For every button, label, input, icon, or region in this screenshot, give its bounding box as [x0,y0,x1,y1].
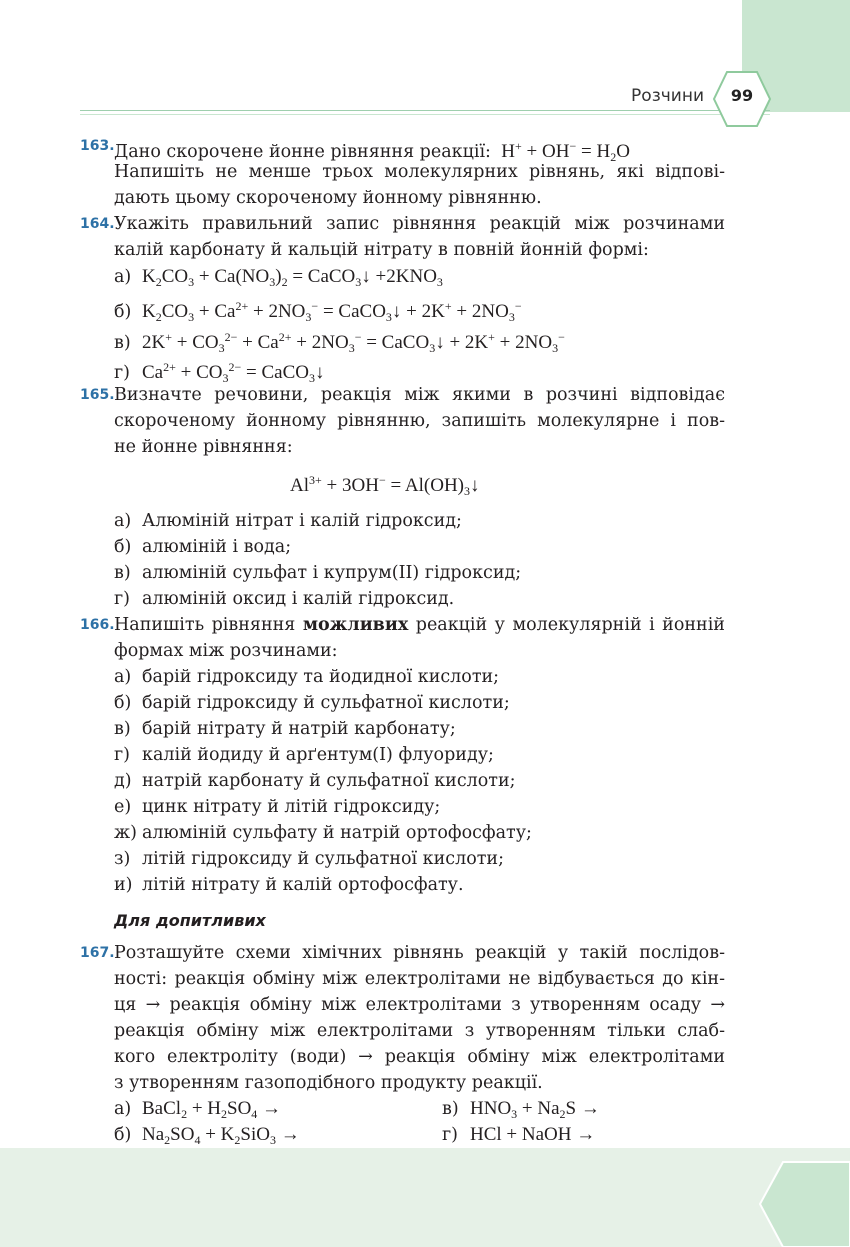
option-letter: д) [114,771,132,791]
option-165-c [114,561,521,585]
option-166-b [114,691,510,715]
option-letter: в) [114,563,131,583]
section-title: Розчини [631,86,704,106]
formula-164-d: $Ca^{2+} + CO_3^{2-}$ = CaCO$_3$↓ [142,360,325,385]
option-166-h [114,847,504,871]
option-164-b [114,294,522,329]
option-letter: в) [114,719,131,739]
option-167-d [442,1123,595,1147]
option-text: літій нітрату й калій ортофосфату. [142,875,464,895]
header-rule-secondary [80,114,770,115]
option-166-f [114,795,440,819]
formula-167-a: BaCl$_2$ + $H_2SO_4$ → [142,1098,282,1121]
option-166-c [114,717,456,741]
option-165-a [114,509,462,533]
option-166-i [114,873,464,897]
option-text: натрій карбонату й сульфатної кислоти; [142,771,516,791]
task-166-bold-word: можливих [302,615,409,635]
task-167-line-5: кого електроліту (води) → реакція обміну між електролітами [114,1047,725,1067]
task-166-line-1 [114,613,725,637]
task-167-line-3: ця → реакція обміну між електролітами з утворенням осаду → [114,995,725,1015]
task-166-text-post: реакцій у молекулярній і йонній [415,615,725,635]
formula-167-c: $HNO_3 + Na_2S$ → [470,1098,600,1121]
option-letter: б) [114,302,132,322]
for-curious-heading: Для допитливих [114,911,266,930]
option-text: калій йодиду й арґентум(І) флуориду; [142,745,494,765]
task-number: 163. [80,138,115,154]
page-number: 99 [730,86,754,105]
option-165-d [114,587,454,611]
option-164-a [114,265,443,294]
formula-164-b: $K_2CO_3 + Ca^{2+} + 2NO_3^-$ = CaCO$_3$↓ + $2K^+ + 2NO_3^-$ [142,299,522,324]
option-166-d [114,743,494,767]
option-text: Алюміній нітрат і калій гідроксид; [142,511,462,531]
option-letter: г) [114,363,130,383]
formula-164-a: $K_2CO_3 + Ca(NO_3)_2$ = CaCO$_3$↓ $+2KNO_3$ [142,266,443,289]
option-letter: а) [114,667,132,687]
option-text: алюміній оксид і калій гідроксид. [142,589,455,609]
option-text: алюміній сульфату й натрій ортофосфату; [142,823,532,843]
option-letter: б) [114,693,132,713]
option-letter: ж) [114,823,137,843]
formula-167-b: $Na_2SO_4 + K_2SiO_3$ → [142,1124,300,1147]
option-letter: б) [114,1125,132,1145]
task-164-line-2: калій карбонату й кальцій нітрату в повній йонній формі: [114,240,649,260]
option-letter: а) [114,267,132,287]
task-166-line-2: формах між розчинами: [114,641,338,661]
task-163-line-2: Напишіть не менше трьох молекулярних рівнянь, які відпові- [114,162,725,182]
option-text: літій гідроксиду й сульфатної кислоти; [142,849,504,869]
formula-164-c: $2K^+ + CO_3^{2-} + Ca^{2+} + 2NO_3^-$ = CaCO$_3$↓ + $2K^+ + 2NO_3^-$ [142,330,565,355]
option-166-g [114,821,532,845]
option-letter: в) [442,1099,459,1119]
option-167-a [114,1097,281,1126]
option-letter: г) [114,589,130,609]
option-letter: в) [114,333,131,353]
task-165-line-3: не йонне рівняння: [114,437,293,457]
option-text: барій гідроксиду та йодидної кислоти; [142,667,500,687]
task-165-line-2: скороченому йонному рівнянню, запишіть молекулярне і пов- [114,411,725,431]
option-letter: г) [442,1125,458,1145]
option-letter: а) [114,1099,132,1119]
option-text: барій нітрату й натрій карбонату; [142,719,456,739]
task-166-text-pre: Напишіть рівняння [114,615,296,635]
formula-165: $Al^{3+} + 3OH^-$ = $Al(OH)_3↓$ [290,473,480,498]
task-number: 167. [80,945,115,961]
option-166-e [114,769,516,793]
option-letter: е) [114,797,132,817]
task-167-line-2: ності: реакція обміну між електролітами не відбувається до кін- [114,969,725,989]
option-text: цинк нітрату й літій гідроксиду; [142,797,441,817]
option-167-b [114,1123,300,1152]
task-167-line-6: з утворенням газоподібного продукту реакції. [114,1073,543,1093]
task-163-line-3: дають цьому скороченому йонному рівнянню. [114,188,542,208]
option-letter: а) [114,511,132,531]
option-letter: б) [114,537,132,557]
option-letter: и) [114,875,133,895]
task-167-line-4: реакція обміну між електролітами з утворенням тільки слаб- [114,1021,725,1041]
footer-hexagon [755,1160,850,1247]
option-165-b [114,535,291,559]
task-number: 165. [80,387,115,403]
formula-167-d: HCl + NaOH → [470,1124,596,1145]
option-166-a [114,665,499,689]
task-165-line-1: Визначте речовини, реакція між якими в розчині відповідає [114,385,725,405]
footer-band [0,1148,850,1247]
task-number: 164. [80,216,115,232]
option-letter: г) [114,745,130,765]
option-167-c [442,1097,600,1126]
task-number: 166. [80,617,115,633]
option-text: алюміній і вода; [142,537,292,557]
option-text: барій гідроксиду й сульфатної кислоти; [142,693,510,713]
task-164-line-1: Укажіть правильний запис рівняння реакцій між розчинами [114,214,725,234]
formula-163: $H^+ + OH^- = H_2O$ [496,139,630,164]
task-163-text: Дано скорочене йонне рівняння реакції: [114,142,491,162]
option-text: алюміній сульфат і купрум(ІІ) гідроксид; [142,563,522,583]
header-rule [80,110,770,111]
option-letter: з) [114,849,131,869]
task-167-line-1: Розташуйте схеми хімічних рівнянь реакцій у такій послідов- [114,943,725,963]
